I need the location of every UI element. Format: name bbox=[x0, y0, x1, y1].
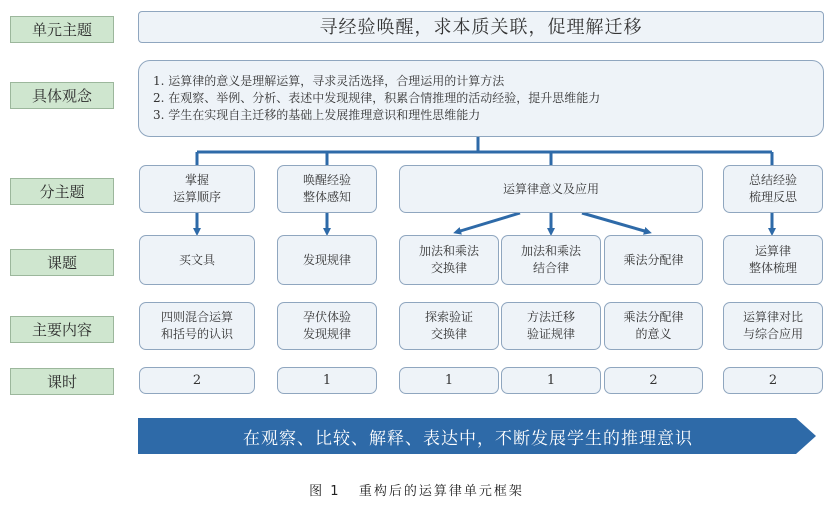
row-label-concepts: 具体观念 bbox=[10, 82, 114, 109]
row-label-topics: 课题 bbox=[10, 249, 114, 276]
hours-box: 2 bbox=[723, 367, 823, 394]
row-label-theme: 单元主题 bbox=[10, 16, 114, 43]
hours-box: 1 bbox=[399, 367, 499, 394]
banner-text: 在观察、比较、解释、表达中，不断发展学生的推理意识 bbox=[243, 428, 693, 449]
topic-box: 加法和乘法 结合律 bbox=[501, 235, 601, 285]
subtheme-box: 掌握 运算顺序 bbox=[139, 165, 255, 213]
row-label-content: 主要内容 bbox=[10, 316, 114, 343]
subtheme-box: 总结经验 梳理反思 bbox=[723, 165, 823, 213]
topic-box: 买文具 bbox=[139, 235, 255, 285]
content-box: 方法迁移 验证规律 bbox=[501, 302, 601, 350]
row-label-subthemes: 分主题 bbox=[10, 178, 114, 205]
topic-box: 运算律 整体梳理 bbox=[723, 235, 823, 285]
hours-box: 2 bbox=[604, 367, 703, 394]
concept-item: 1. 运算律的意义是理解运算，寻求灵活选择，合理运用的计算方法 bbox=[153, 74, 505, 88]
concept-item: 3. 学生在实现自主迁移的基础上发展推理意识和理性思维能力 bbox=[153, 108, 481, 122]
topic-box: 乘法分配律 bbox=[604, 235, 703, 285]
figure-caption: 图 1 重构后的运算律单元框架 bbox=[309, 484, 524, 499]
content-box: 乘法分配律 的意义 bbox=[604, 302, 703, 350]
hours-box: 2 bbox=[139, 367, 255, 394]
content-box: 孕伏体验 发现规律 bbox=[277, 302, 377, 350]
hours-box: 1 bbox=[277, 367, 377, 394]
topic-box: 发现规律 bbox=[277, 235, 377, 285]
content-box: 探索验证 交换律 bbox=[399, 302, 499, 350]
content-box: 四则混合运算 和括号的认识 bbox=[139, 302, 255, 350]
subtheme-box: 唤醒经验 整体感知 bbox=[277, 165, 377, 213]
subtheme-box: 运算律意义及应用 bbox=[399, 165, 703, 213]
unit-theme-box: 寻经验唤醒，求本质关联，促理解迁移 bbox=[138, 11, 824, 43]
hours-box: 1 bbox=[501, 367, 601, 394]
concepts-box bbox=[138, 60, 824, 137]
content-box: 运算律对比 与综合应用 bbox=[723, 302, 823, 350]
row-label-hours: 课时 bbox=[10, 368, 114, 395]
topic-box: 加法和乘法 交换律 bbox=[399, 235, 499, 285]
concept-item: 2. 在观察、举例、分析、表述中发现规律，积累合情推理的活动经验，提升思维能力 bbox=[153, 91, 601, 105]
